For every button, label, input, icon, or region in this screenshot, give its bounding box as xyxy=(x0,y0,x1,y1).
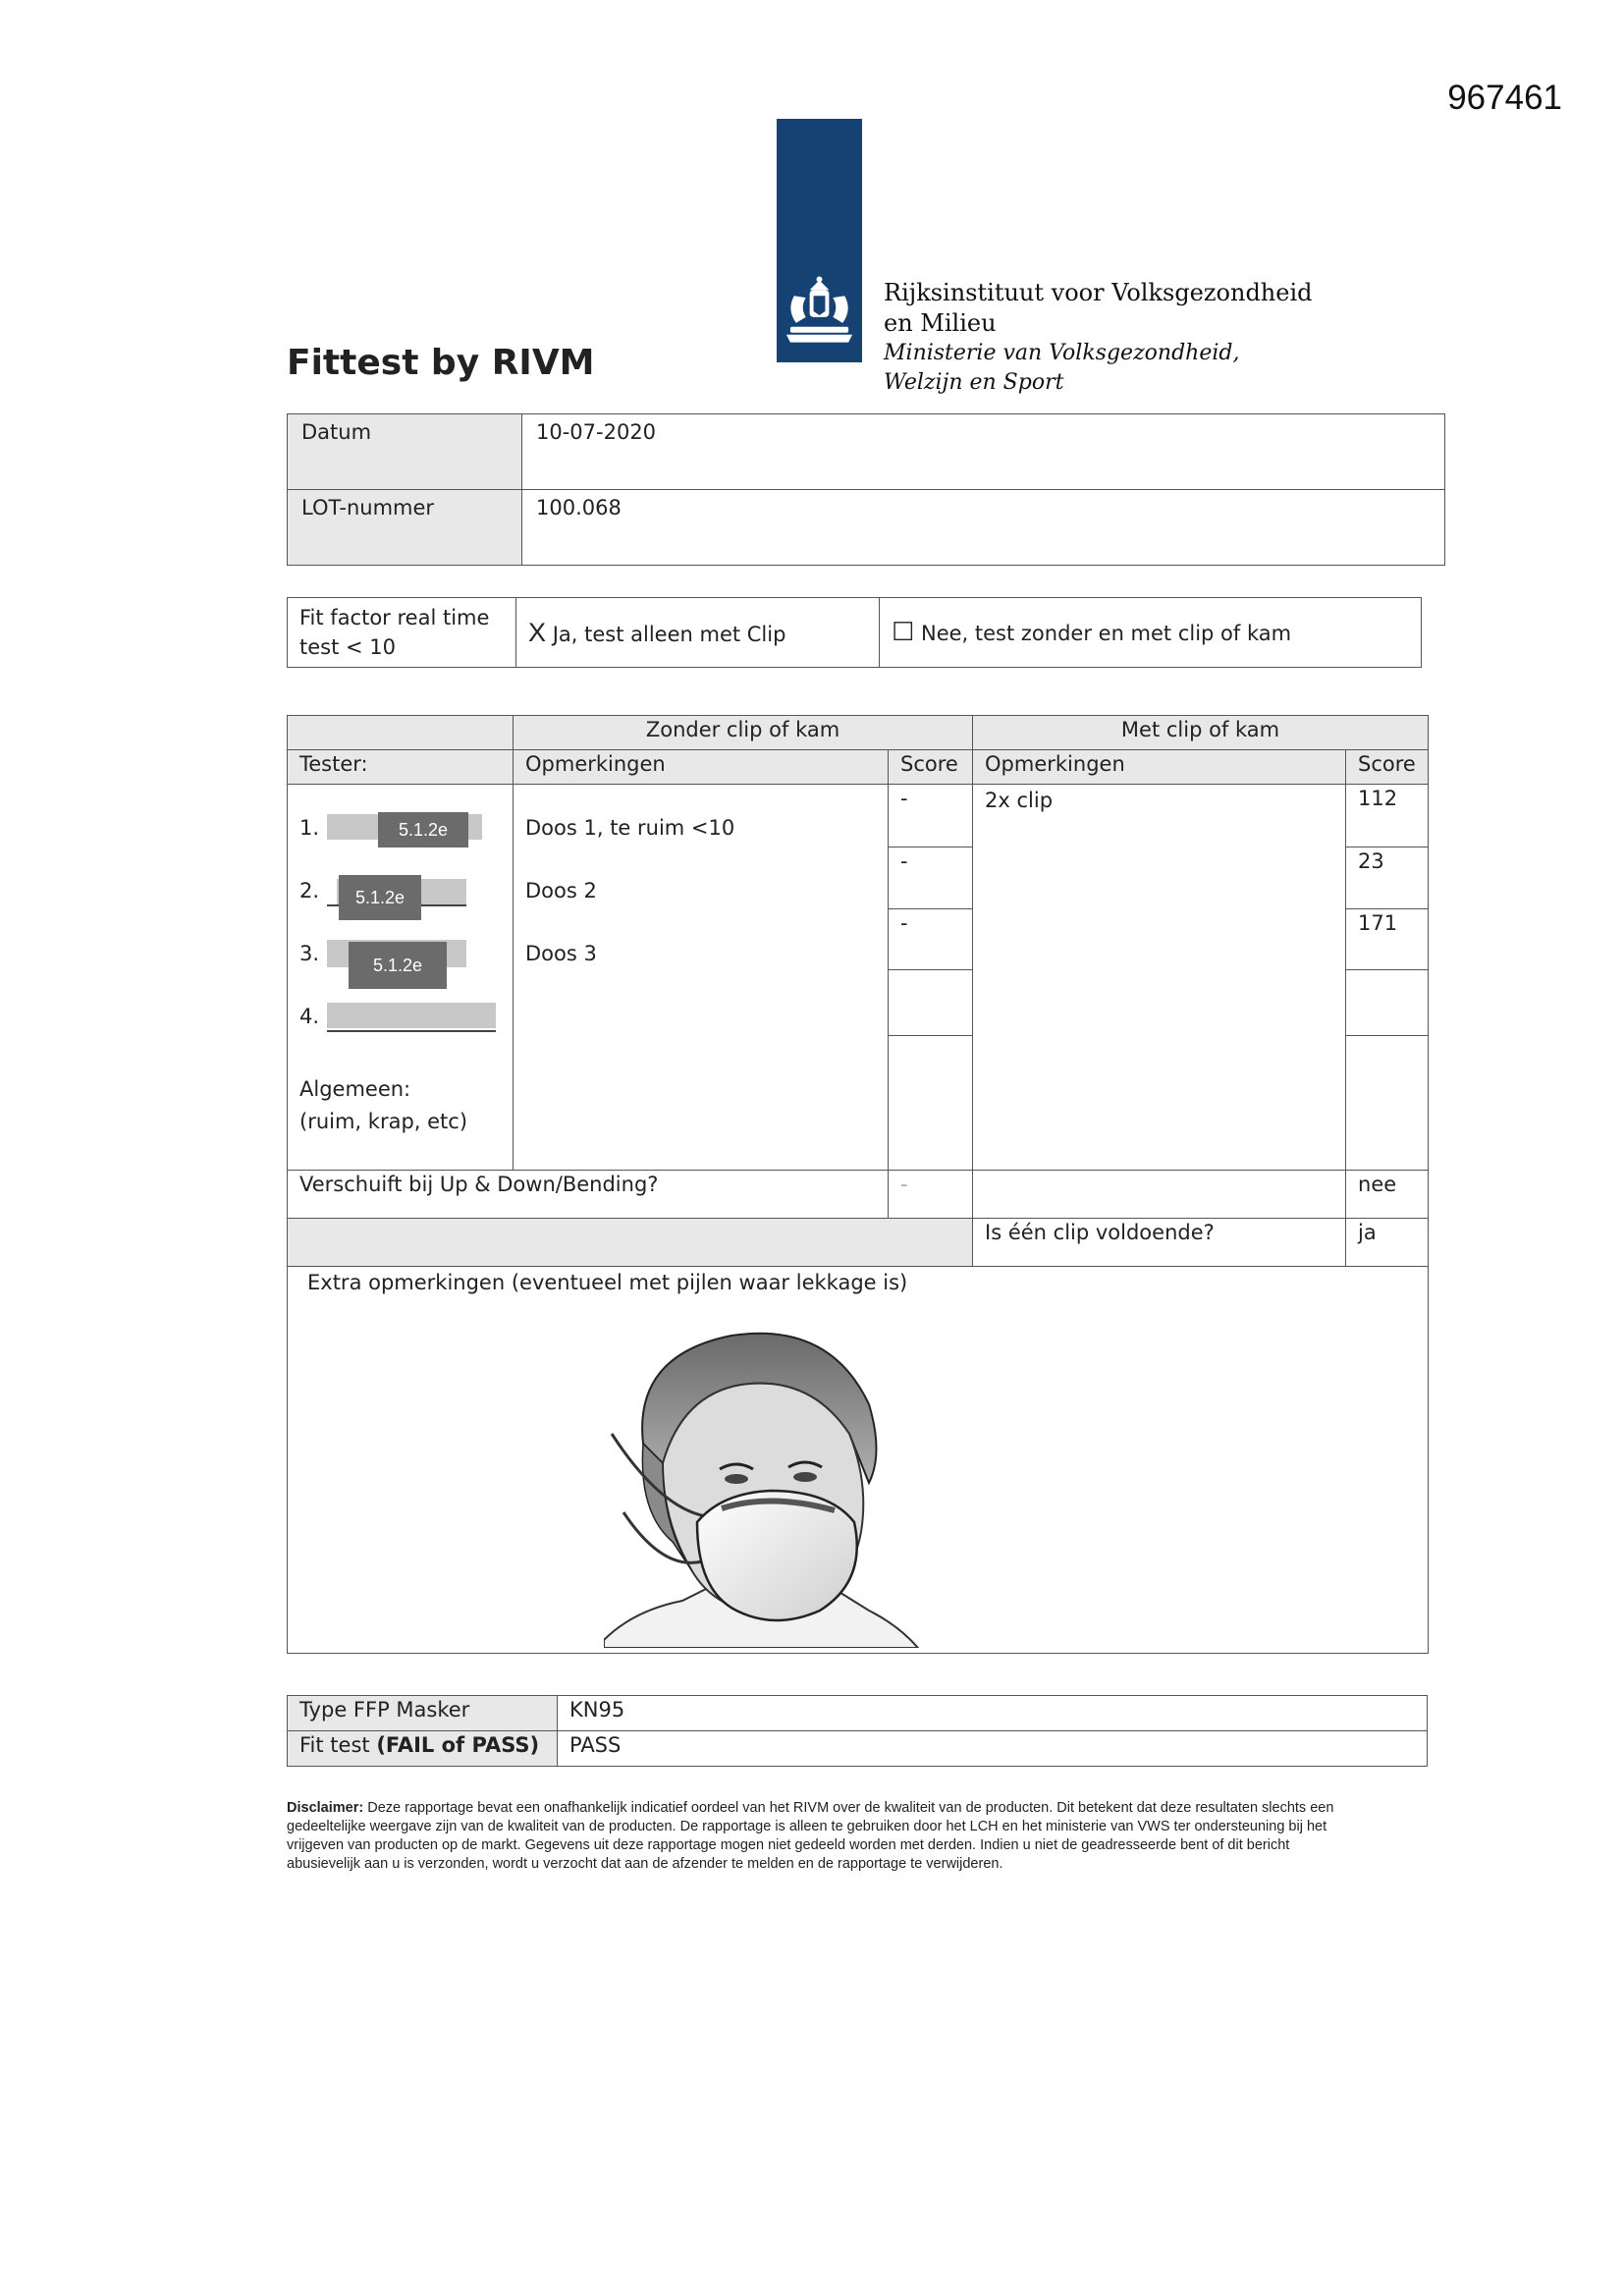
tester-1 xyxy=(299,816,319,840)
tester-num: 3. xyxy=(299,942,320,965)
mask-type-value: KN95 xyxy=(558,1696,1428,1731)
table-row xyxy=(288,750,1429,785)
disclaimer xyxy=(287,1799,1347,1874)
mask-type-label: Type FFP Masker xyxy=(288,1696,558,1731)
table-row xyxy=(288,1731,1428,1767)
general-sub: (ruim, krap, etc) xyxy=(299,1110,468,1133)
check-x-icon: X xyxy=(528,617,547,647)
tester-num: 2. xyxy=(299,879,320,902)
score-cell xyxy=(1346,970,1428,1036)
document-number: 967461 xyxy=(1447,79,1562,117)
org-line-2: en Milieu xyxy=(884,309,997,337)
col-remarks-without: Opmerkingen xyxy=(514,750,889,785)
group-without-clip: Zonder clip of kam xyxy=(514,716,973,750)
score-cell xyxy=(1346,1036,1428,1162)
scores-without xyxy=(889,785,973,1171)
one-clip-empty xyxy=(288,1219,973,1267)
mask-result-table xyxy=(287,1695,1428,1767)
col-score-with: Score xyxy=(1346,750,1429,785)
general-note xyxy=(299,1073,467,1138)
col-tester: Tester: xyxy=(288,750,514,785)
table-row xyxy=(288,716,1429,750)
tester-4 xyxy=(299,1005,319,1028)
datum-value: 10-07-2020 xyxy=(522,414,1445,490)
fit-test-label xyxy=(288,1731,558,1767)
fit-factor-label-line2: test < 10 xyxy=(299,635,396,659)
option-yes-label: Ja, test alleen met Clip xyxy=(552,622,786,646)
redaction-label: 5.1.2e xyxy=(349,942,447,989)
remark-3: Doos 3 xyxy=(525,942,597,965)
table-row xyxy=(288,490,1445,566)
remark-1: Doos 1, te ruim <10 xyxy=(525,816,735,840)
underline-blank xyxy=(327,1030,496,1032)
score-cell: 171 xyxy=(1346,909,1428,970)
org-line-1: Rijksinstituut voor Volksgezondheid xyxy=(884,279,1313,306)
checkbox-empty-icon: ☐ xyxy=(892,618,915,647)
col-score-without: Score xyxy=(889,750,973,785)
fit-test-label-text: Fit test xyxy=(299,1733,377,1757)
extra-remarks xyxy=(288,1267,1429,1654)
one-clip-question: Is één clip voldoende? xyxy=(973,1219,1346,1267)
disclaimer-text: Deze rapportage bevat een onafhankelijk indicatief oordeel van het RIVM over de kwaliteit van de producten. Dit betekent dat deze resultaten slechts een gedeeltelijke weergave zijn van de kwaliteit van de producten. De rapportage is alleen te gebruiken door het LCH en het ministerie van VWS ter ondersteuning bij het vrijgeven van producten op de markt. Gegevens uit deze rapportage mogen niet gedeeld worden met derden. Indien u niet de geadresseerde bent of dit bericht abusievelijk aan u is verzonden, wordt u verzocht dat aan de afzender te melden en de rapportage te verwijderen. xyxy=(287,1800,1334,1872)
table-row xyxy=(288,1219,1429,1267)
table-row xyxy=(288,414,1445,490)
redaction-label: 5.1.2e xyxy=(378,812,468,847)
score-cell: - xyxy=(889,785,972,847)
table-row xyxy=(288,1696,1428,1731)
respirator-face-illustration xyxy=(604,1316,938,1648)
one-clip-answer: ja xyxy=(1346,1219,1429,1267)
score-cell: 23 xyxy=(1346,847,1428,909)
organization-name xyxy=(884,278,1313,398)
option-no-label: Nee, test zonder en met clip of kam xyxy=(921,622,1292,645)
shift-with-empty xyxy=(973,1171,1346,1219)
tester-num: 1. xyxy=(299,816,320,840)
lot-value: 100.068 xyxy=(522,490,1445,566)
redaction-label: 5.1.2e xyxy=(339,875,421,920)
score-cell: - xyxy=(889,909,972,970)
fit-factor-label xyxy=(288,598,516,668)
test-results-table xyxy=(287,715,1429,1654)
score-cell xyxy=(889,1036,972,1162)
redaction-bar xyxy=(327,1003,496,1028)
scores-with xyxy=(1346,785,1429,1171)
fit-test-value: PASS xyxy=(558,1731,1428,1767)
fit-test-label-bold: (FAIL of PASS) xyxy=(376,1733,540,1757)
fit-factor-label-line1: Fit factor real time xyxy=(299,606,490,629)
remarks-with xyxy=(973,785,1346,1171)
score-cell xyxy=(889,970,972,1036)
table-row xyxy=(288,598,1422,668)
datum-label: Datum xyxy=(288,414,522,490)
col-remarks-with: Opmerkingen xyxy=(973,750,1346,785)
shift-without: - xyxy=(889,1171,973,1219)
general-label: Algemeen: xyxy=(299,1077,411,1101)
score-cell: 112 xyxy=(1346,785,1428,847)
page-title: Fittest by RIVM xyxy=(287,343,595,383)
org-line-4: Welzijn en Sport xyxy=(884,370,1064,395)
remark-2: Doos 2 xyxy=(525,879,597,902)
fit-factor-table xyxy=(287,597,1422,668)
shift-question: Verschuift bij Up & Down/Bending? xyxy=(288,1171,889,1219)
crest-icon xyxy=(781,276,858,347)
table-row xyxy=(288,1267,1429,1654)
group-with-clip: Met clip of kam xyxy=(973,716,1429,750)
tester-list xyxy=(288,785,514,1171)
table-row xyxy=(288,1171,1429,1219)
table-row xyxy=(288,785,1429,1171)
org-line-3: Ministerie van Volksgezondheid, xyxy=(884,341,1240,365)
extra-remarks-label: Extra opmerkingen (eventueel met pijlen waar lekkage is) xyxy=(307,1271,908,1294)
option-no xyxy=(880,598,1422,668)
disclaimer-label: Disclaimer: xyxy=(287,1800,364,1816)
header-empty xyxy=(288,716,514,750)
option-yes xyxy=(516,598,880,668)
remark-with-1: 2x clip xyxy=(985,789,1054,812)
tester-3 xyxy=(299,942,319,965)
tester-num: 4. xyxy=(299,1005,320,1028)
rijksoverheid-logo xyxy=(777,119,862,362)
tester-2 xyxy=(299,879,319,902)
shift-with: nee xyxy=(1346,1171,1429,1219)
score-cell: - xyxy=(889,847,972,909)
info-table xyxy=(287,413,1445,566)
lot-label: LOT-nummer xyxy=(288,490,522,566)
remarks-without xyxy=(514,785,889,1171)
